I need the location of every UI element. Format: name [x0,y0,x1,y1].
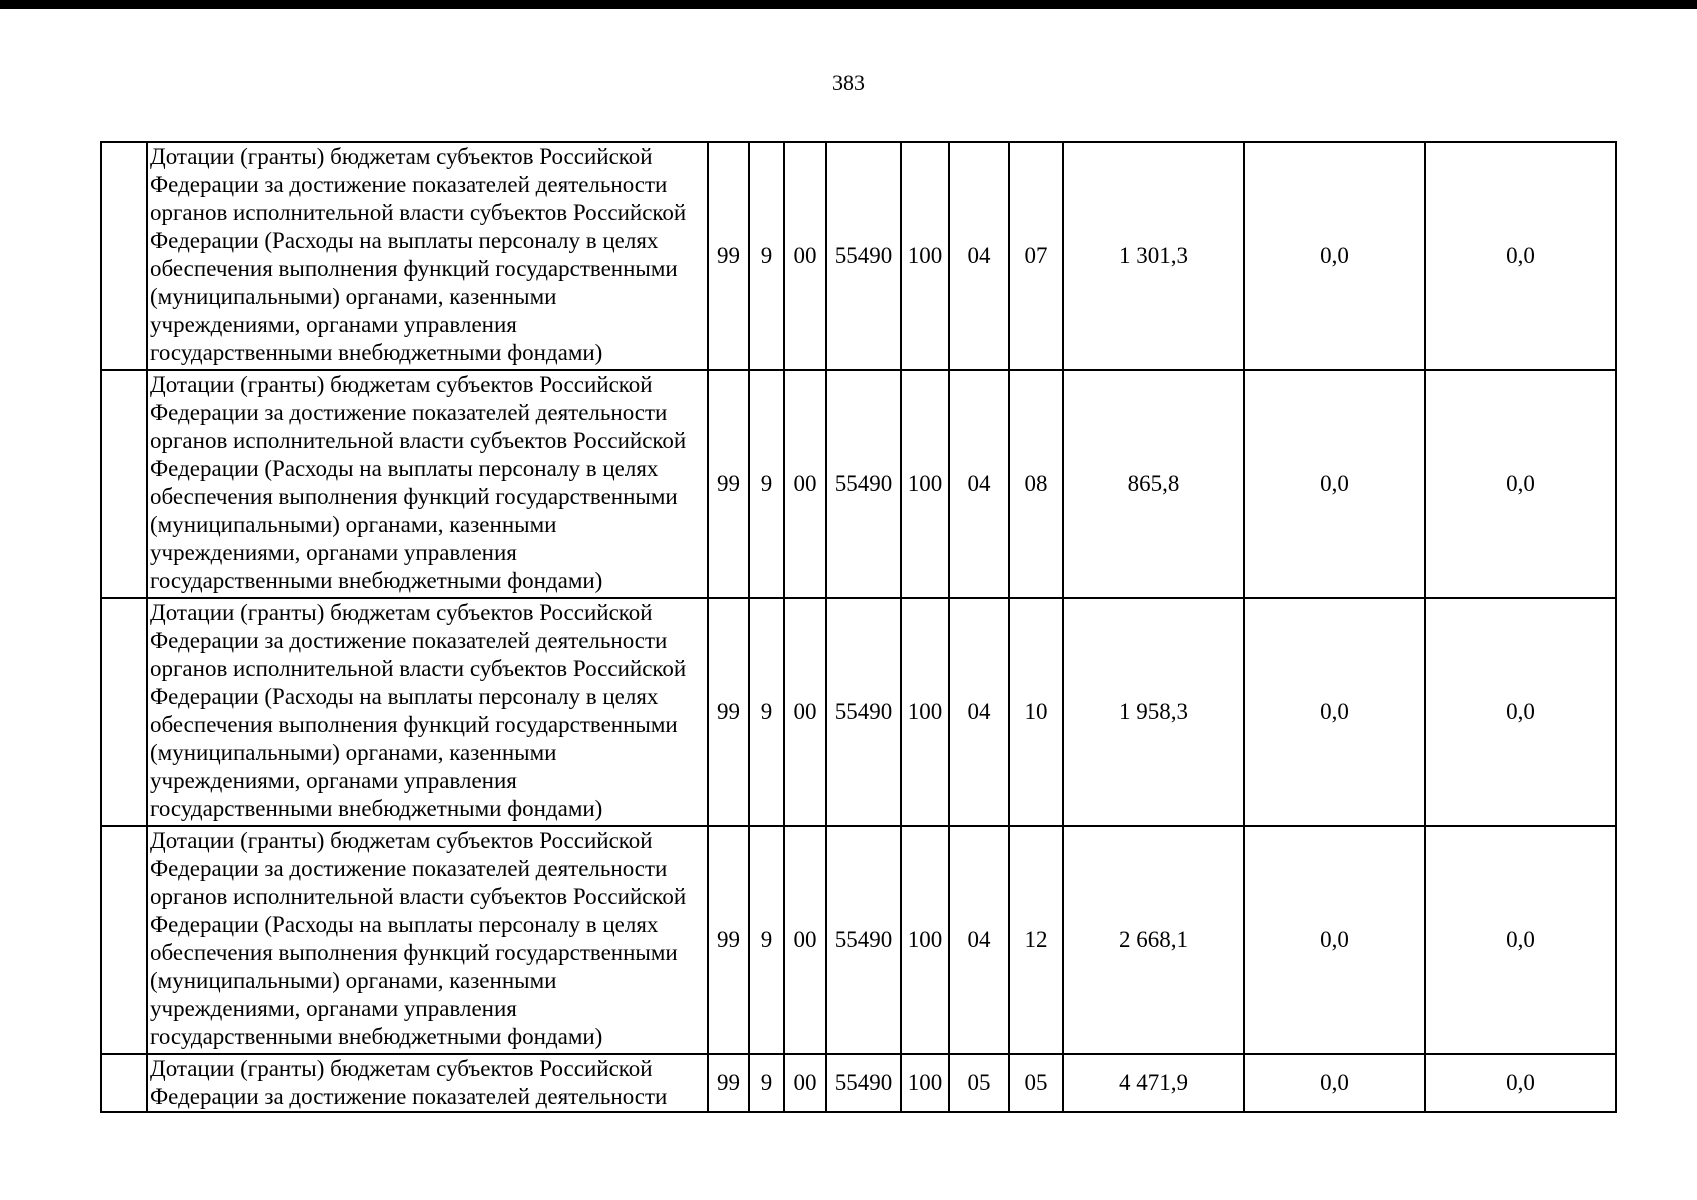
description-cell: Дотации (гранты) бюджетам субъектов Российской Федерации за достижение показателей деятельности органов исполнительной власти субъектов Российской Федерации (Расходы на выплаты персоналу в целях обеспечения выполнения функций государственными (муниципальными) органами, казенными учреждениями, органами управления государственными внебюджетными фондами) [147,826,708,1054]
table-row [101,1054,1616,1112]
amount-cell-1: 1 301,3 [1063,142,1244,370]
table-row [101,826,1616,1054]
code-cell-1: 99 [708,598,749,826]
code-cell-2: 9 [749,598,784,826]
code-cell-1: 99 [708,142,749,370]
description-cell: Дотации (гранты) бюджетам субъектов Российской Федерации за достижение показателей деятельности органов исполнительной власти субъектов Российской Федерации (Расходы на выплаты персоналу в целях обеспечения выполнения функций государственными (муниципальными) органами, казенными учреждениями, органами управления государственными внебюджетными фондами) [147,142,708,370]
table-row [101,598,1616,826]
section-cell: 04 [949,826,1009,1054]
code-cell-1: 99 [708,1054,749,1112]
section-cell: 04 [949,370,1009,598]
amount-cell-3: 0,0 [1425,598,1616,826]
code-cell-3: 00 [784,826,826,1054]
code-cell-4: 55490 [826,370,901,598]
code-cell-3: 00 [784,1054,826,1112]
table-row [101,370,1616,598]
amount-cell-2: 0,0 [1244,142,1425,370]
table-row [101,142,1616,370]
description-cell: Дотации (гранты) бюджетам субъектов Российской Федерации за достижение показателей деятельности органов исполнительной власти субъектов Российской Федерации (Расходы на выплаты персоналу в целях обеспечения выполнения функций государственными (муниципальными) органами, казенными учреждениями, органами управления государственными внебюджетными фондами) [147,598,708,826]
amount-cell-1: 865,8 [1063,370,1244,598]
code-cell-4: 55490 [826,1054,901,1112]
code-cell-2: 9 [749,826,784,1054]
expense-type-cell: 100 [901,598,949,826]
row-index-cell [101,142,147,370]
code-cell-2: 9 [749,1054,784,1112]
row-index-cell [101,1054,147,1112]
code-cell-3: 00 [784,370,826,598]
amount-cell-2: 0,0 [1244,1054,1425,1112]
expense-type-cell: 100 [901,826,949,1054]
code-cell-1: 99 [708,370,749,598]
subsection-cell: 07 [1009,142,1063,370]
budget-table [100,141,1617,1113]
scan-edge-bar [0,0,1697,9]
subsection-cell: 10 [1009,598,1063,826]
row-index-cell [101,598,147,826]
code-cell-4: 55490 [826,598,901,826]
code-cell-4: 55490 [826,142,901,370]
description-cell: Дотации (гранты) бюджетам субъектов Российской Федерации за достижение показателей деятельности [147,1054,708,1112]
amount-cell-1: 1 958,3 [1063,598,1244,826]
expense-type-cell: 100 [901,370,949,598]
amount-cell-3: 0,0 [1425,142,1616,370]
expense-type-cell: 100 [901,1054,949,1112]
expense-type-cell: 100 [901,142,949,370]
amount-cell-1: 2 668,1 [1063,826,1244,1054]
amount-cell-2: 0,0 [1244,826,1425,1054]
code-cell-2: 9 [749,142,784,370]
section-cell: 04 [949,598,1009,826]
page-number: 383 [832,70,865,95]
amount-cell-3: 0,0 [1425,1054,1616,1112]
subsection-cell: 12 [1009,826,1063,1054]
amount-cell-1: 4 471,9 [1063,1054,1244,1112]
amount-cell-2: 0,0 [1244,598,1425,826]
subsection-cell: 08 [1009,370,1063,598]
code-cell-2: 9 [749,370,784,598]
amount-cell-2: 0,0 [1244,370,1425,598]
code-cell-4: 55490 [826,826,901,1054]
row-index-cell [101,826,147,1054]
description-cell: Дотации (гранты) бюджетам субъектов Российской Федерации за достижение показателей деятельности органов исполнительной власти субъектов Российской Федерации (Расходы на выплаты персоналу в целях обеспечения выполнения функций государственными (муниципальными) органами, казенными учреждениями, органами управления государственными внебюджетными фондами) [147,370,708,598]
section-cell: 04 [949,142,1009,370]
row-index-cell [101,370,147,598]
code-cell-1: 99 [708,826,749,1054]
code-cell-3: 00 [784,598,826,826]
amount-cell-3: 0,0 [1425,826,1616,1054]
amount-cell-3: 0,0 [1425,370,1616,598]
subsection-cell: 05 [1009,1054,1063,1112]
code-cell-3: 00 [784,142,826,370]
section-cell: 05 [949,1054,1009,1112]
